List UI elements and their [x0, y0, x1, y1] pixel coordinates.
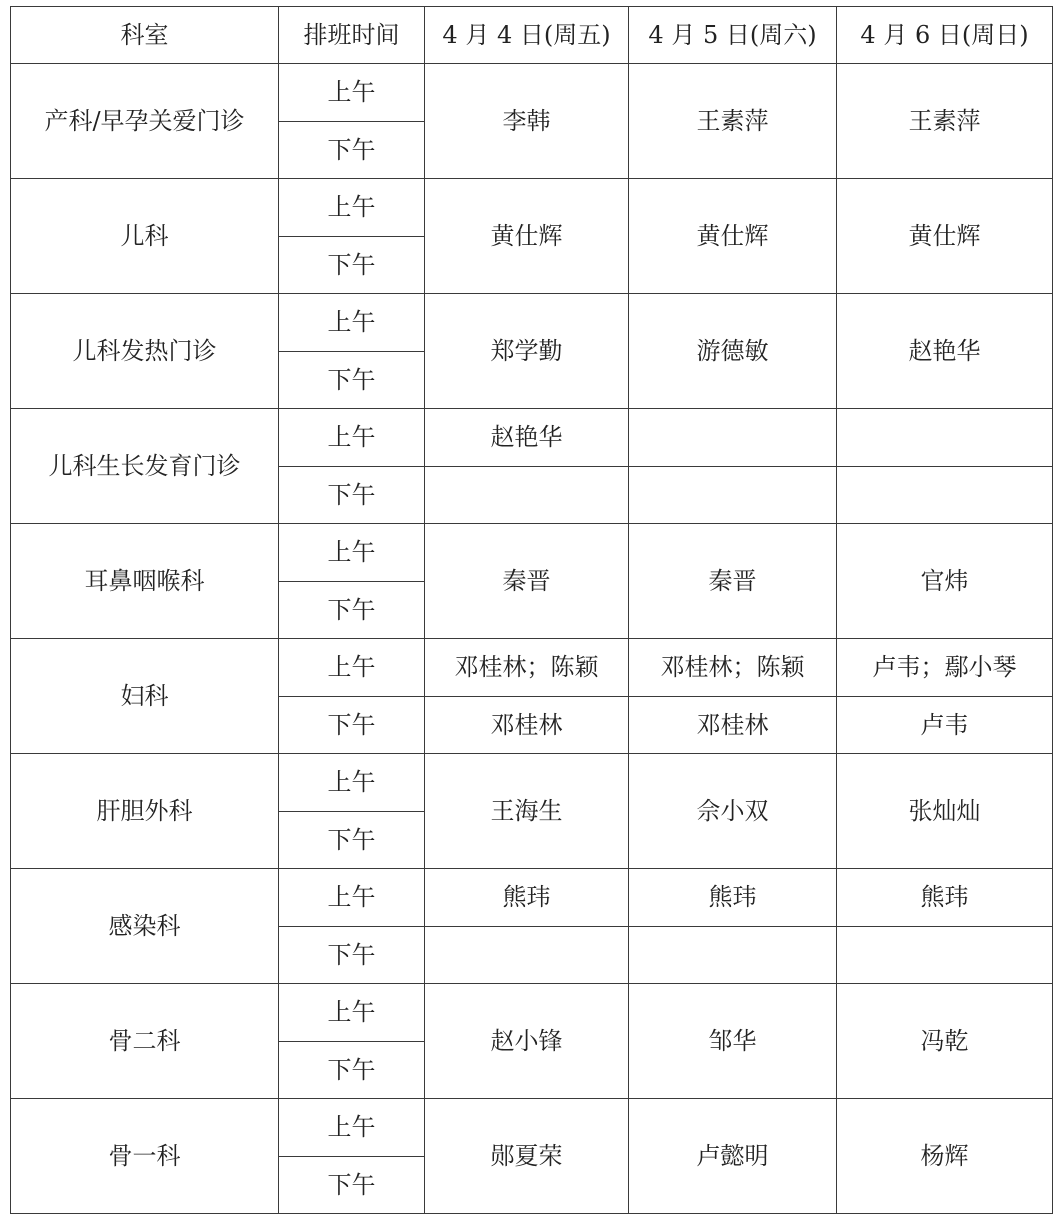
shift-pm-label: 下午	[279, 926, 425, 984]
header-row	[11, 7, 1053, 64]
doctor-cell: 郑学勤	[425, 294, 629, 409]
doctor-cell: 熊玮	[425, 869, 629, 927]
doctor-cell: 张灿灿	[837, 754, 1053, 869]
header-dept: 科室	[11, 7, 279, 64]
doctor-cell: 王素萍	[629, 64, 837, 179]
shift-pm-label: 下午	[279, 351, 425, 409]
shift-pm-label: 下午	[279, 466, 425, 524]
doctor-cell: 黄仕辉	[425, 179, 629, 294]
doctor-cell: 赵小锋	[425, 984, 629, 1099]
dept-name: 儿科生长发育门诊	[11, 409, 279, 524]
header-day-1: 4 月 4 日(周五)	[425, 7, 629, 64]
shift-am-label: 上午	[279, 639, 425, 697]
doctor-cell: 王海生	[425, 754, 629, 869]
dept-name: 儿科	[11, 179, 279, 294]
doctor-cell: 赵艳华	[837, 294, 1053, 409]
doctor-cell: 邓桂林	[629, 696, 837, 754]
doctor-cell: 杨辉	[837, 1099, 1053, 1214]
doctor-cell: 邓桂林；陈颖	[425, 639, 629, 697]
doctor-cell: 熊玮	[629, 869, 837, 927]
doctor-cell: 佘小双	[629, 754, 837, 869]
shift-pm-label: 下午	[279, 121, 425, 179]
doctor-cell	[837, 409, 1053, 467]
shift-pm-label: 下午	[279, 581, 425, 639]
doctor-cell: 黄仕辉	[629, 179, 837, 294]
shift-am-label: 上午	[279, 294, 425, 352]
header-shift: 排班时间	[279, 7, 425, 64]
dept-name: 儿科发热门诊	[11, 294, 279, 409]
roster-body	[11, 7, 1053, 1214]
table-row	[11, 639, 1053, 697]
doctor-cell: 李韩	[425, 64, 629, 179]
table-row	[11, 294, 1053, 352]
table-row	[11, 984, 1053, 1042]
dept-name: 骨二科	[11, 984, 279, 1099]
table-row	[11, 64, 1053, 122]
shift-am-label: 上午	[279, 984, 425, 1042]
doctor-cell: 王素萍	[837, 64, 1053, 179]
doctor-cell: 卢韦	[837, 696, 1053, 754]
doctor-cell: 熊玮	[837, 869, 1053, 927]
doctor-cell: 秦晋	[629, 524, 837, 639]
doctor-cell: 邓桂林；陈颖	[629, 639, 837, 697]
dept-name: 肝胆外科	[11, 754, 279, 869]
table-row	[11, 409, 1053, 467]
header-day-2: 4 月 5 日(周六)	[629, 7, 837, 64]
doctor-cell: 邹华	[629, 984, 837, 1099]
shift-am-label: 上午	[279, 64, 425, 122]
dept-name: 产科/早孕关爱门诊	[11, 64, 279, 179]
doctor-cell	[629, 926, 837, 984]
table-row	[11, 179, 1053, 237]
doctor-cell: 黄仕辉	[837, 179, 1053, 294]
table-row	[11, 524, 1053, 582]
doctor-cell: 秦晋	[425, 524, 629, 639]
dept-name: 耳鼻咽喉科	[11, 524, 279, 639]
doctor-cell: 邓桂林	[425, 696, 629, 754]
header-day-3: 4 月 6 日(周日)	[837, 7, 1053, 64]
duty-roster-table	[10, 6, 1053, 1214]
shift-am-label: 上午	[279, 524, 425, 582]
shift-am-label: 上午	[279, 179, 425, 237]
shift-pm-label: 下午	[279, 1156, 425, 1214]
doctor-cell: 赵艳华	[425, 409, 629, 467]
shift-pm-label: 下午	[279, 811, 425, 869]
shift-am-label: 上午	[279, 409, 425, 467]
dept-name: 骨一科	[11, 1099, 279, 1214]
doctor-cell: 卢懿明	[629, 1099, 837, 1214]
shift-pm-label: 下午	[279, 696, 425, 754]
dept-name: 妇科	[11, 639, 279, 754]
doctor-cell	[425, 466, 629, 524]
doctor-cell: 郧夏荣	[425, 1099, 629, 1214]
doctor-cell: 官炜	[837, 524, 1053, 639]
table-row	[11, 869, 1053, 927]
table-row	[11, 1099, 1053, 1157]
doctor-cell	[837, 466, 1053, 524]
doctor-cell	[629, 409, 837, 467]
doctor-cell	[629, 466, 837, 524]
shift-pm-label: 下午	[279, 1041, 425, 1099]
doctor-cell	[837, 926, 1053, 984]
dept-name: 感染科	[11, 869, 279, 984]
doctor-cell: 卢韦；鄢小琴	[837, 639, 1053, 697]
doctor-cell: 游德敏	[629, 294, 837, 409]
shift-pm-label: 下午	[279, 236, 425, 294]
doctor-cell: 冯乾	[837, 984, 1053, 1099]
shift-am-label: 上午	[279, 754, 425, 812]
shift-am-label: 上午	[279, 1099, 425, 1157]
table-row	[11, 754, 1053, 812]
shift-am-label: 上午	[279, 869, 425, 927]
doctor-cell	[425, 926, 629, 984]
